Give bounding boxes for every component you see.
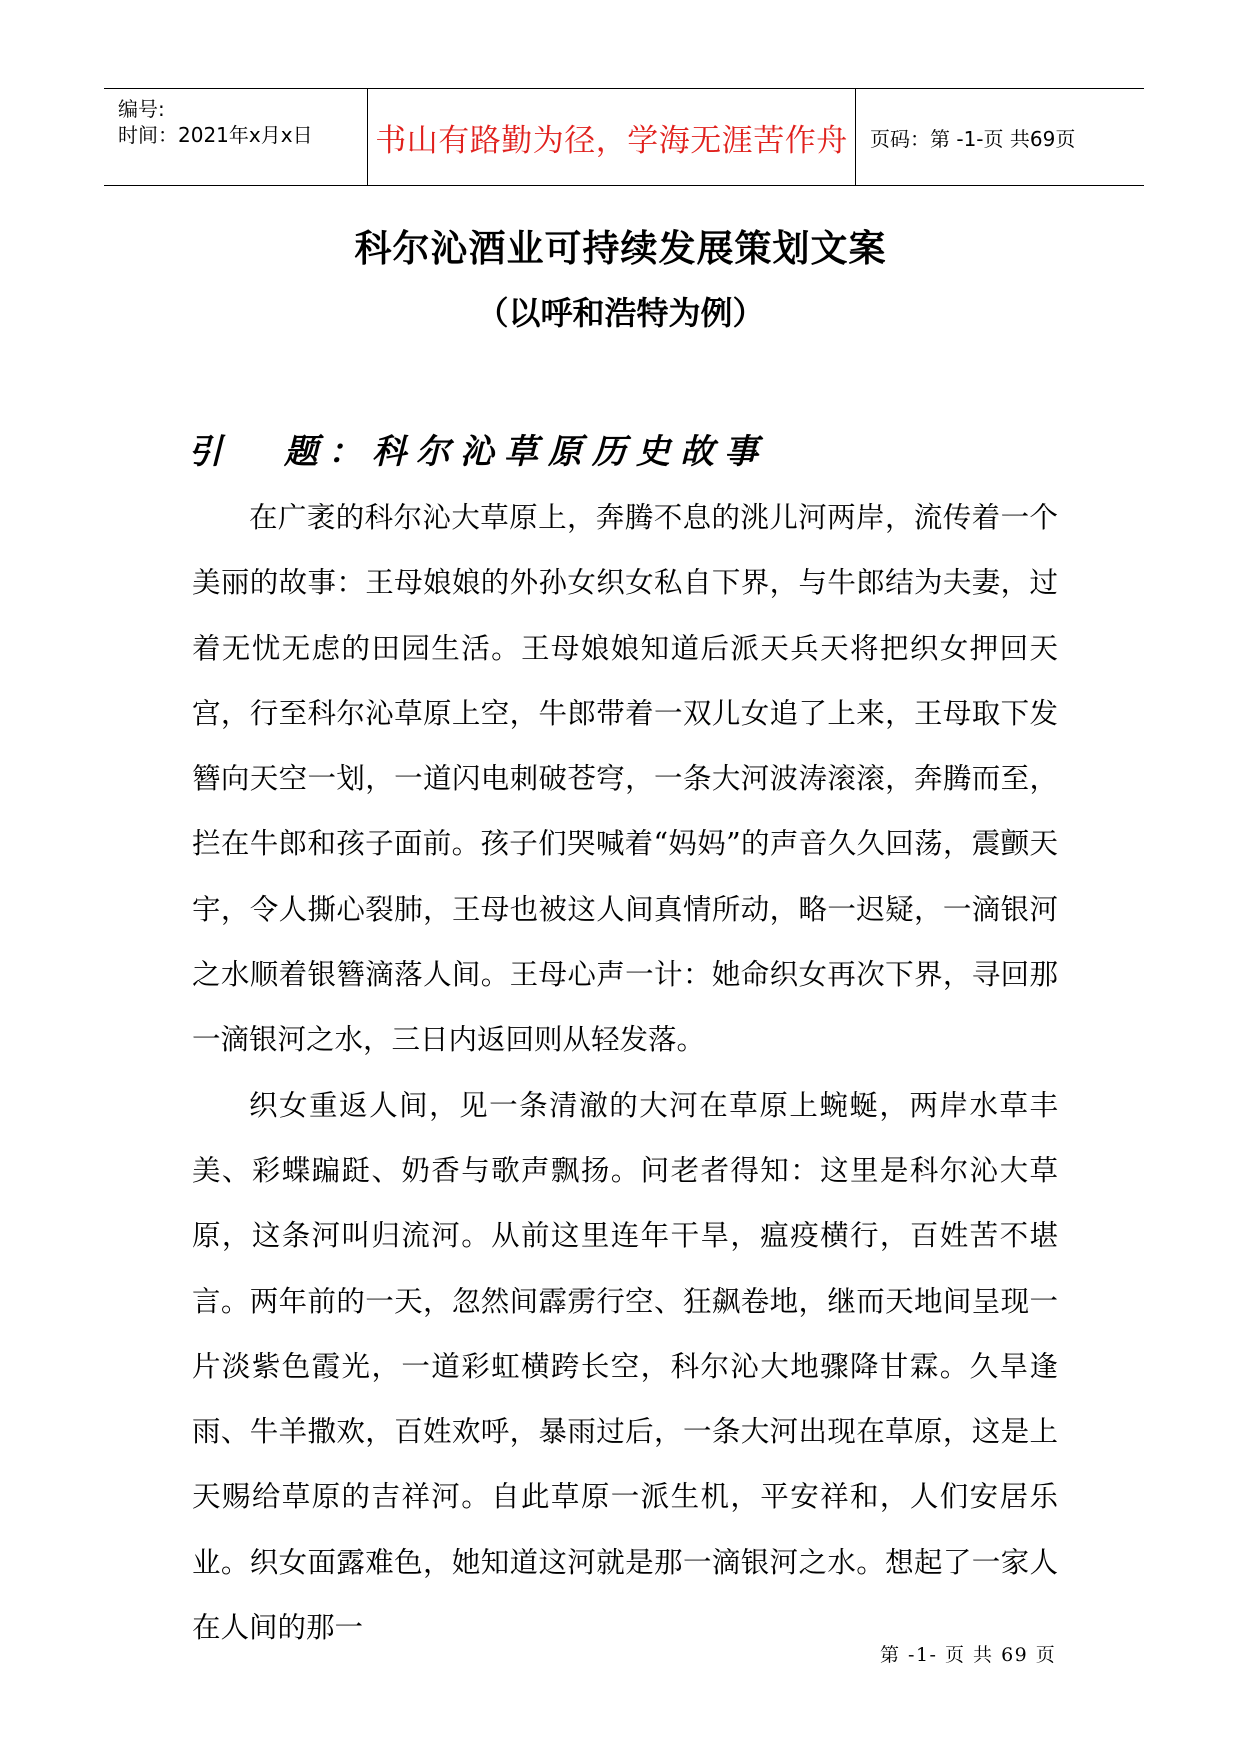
header-time-label: 时间：2021年x月x日	[118, 123, 313, 147]
document-title: 科尔沁酒业可持续发展策划文案	[354, 226, 887, 270]
section-heading	[188, 424, 768, 473]
header-number-label: 编号:	[118, 97, 165, 121]
document-subtitle: （以呼和浩特为例）	[476, 294, 765, 332]
section-heading-prefix: 引	[188, 432, 232, 472]
section-heading-label: 题：科尔沁草原历史故事	[284, 432, 768, 472]
body-paragraph: 在广袤的科尔沁大草原上，奔腾不息的洮儿河两岸，流传着一个美丽的故事：王母娘娘的外孙女织女私自下界，与牛郎结为夫妻，过着无忧无虑的田园生活。王母娘娘知道后派天兵天将把织女押回天宫，行至科尔沁草原上空，牛郎带着一双儿女追了上来，王母取下发簪向天空一划，一道闪电刺破苍穹，一条大河波涛滚滚，奔腾而至，拦在牛郎和孩子面前。孩子们哭喊着“妈妈”的声音久久回荡，震颤天宇，令人撕心裂肺，王母也被这人间真情所动，略一迟疑，一滴银河之水顺着银簪滴落人间。王母心声一计：她命织女再次下界，寻回那一滴银河之水，三日内返回则从轻发落。	[192, 501, 1058, 1057]
document-body	[192, 485, 1058, 1660]
header-meta-cell	[104, 89, 368, 185]
page-header-table	[104, 88, 1144, 186]
header-page-cell	[856, 89, 1144, 185]
header-motto-cell	[368, 89, 856, 185]
header-motto: 书山有路勤为径，学海无涯苦作舟	[375, 122, 848, 159]
header-page-label: 页码：第 -1-页 共69页	[870, 126, 1076, 151]
body-paragraph: 织女重返人间，见一条清澈的大河在草原上蜿蜒，两岸水草丰美、彩蝶蹁跹、奶香与歌声飘扬。问老者得知：这里是科尔沁大草原，这条河叫归流河。从前这里连年干旱，瘟疫横行，百姓苦不堪言。两年前的一天，忽然间霹雳行空、狂飙卷地，继而天地间呈现一片淡紫色霞光，一道彩虹横跨长空，科尔沁大地骤降甘霖。久旱逢雨、牛羊撒欢，百姓欢呼，暴雨过后，一条大河出现在草原，这是上天赐给草原的吉祥河。自此草原一派生机，平安祥和，人们安居乐业。织女面露难色，她知道这河就是那一滴银河之水。想起了一家人在人间的那一	[192, 1088, 1058, 1645]
page-footer: 第 -1- 页 共 69 页	[880, 1644, 1057, 1666]
